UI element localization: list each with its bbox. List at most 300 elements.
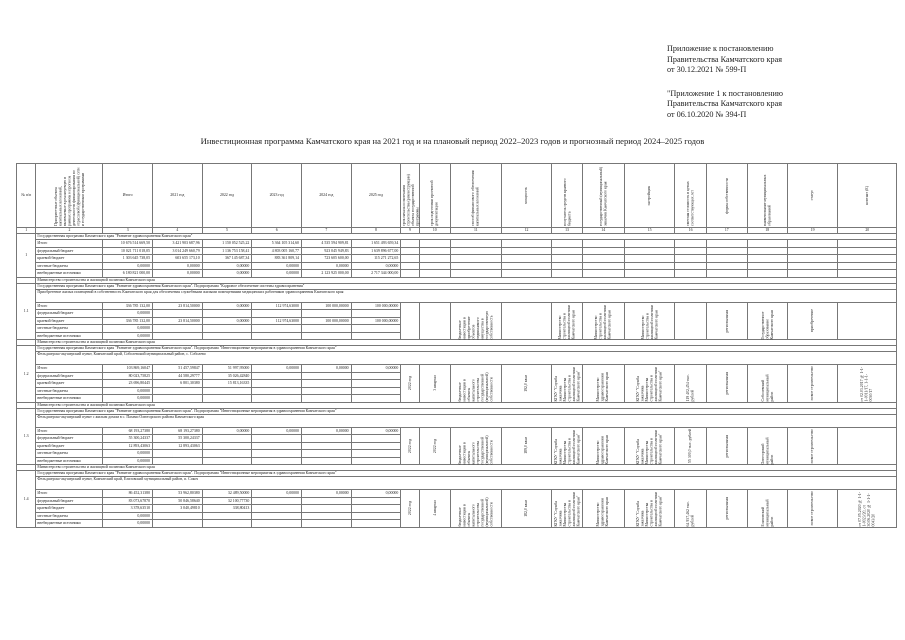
fin-value: 3 040,49810 (153, 505, 203, 513)
fin-value: 0,00000 (103, 512, 153, 520)
fin-value: 0,00000 (103, 310, 153, 318)
investment-program-table (16, 163, 897, 528)
table-row (17, 247, 897, 255)
fin-label: внебюджетные источники (36, 520, 103, 528)
table-row (17, 352, 897, 365)
fin-value: 338,80413 (202, 505, 252, 513)
project-attribute (582, 302, 624, 340)
column-header-text: срок начала и окончания строительства (реконструкции) объекта государственной программы (402, 173, 420, 226)
column-number: 10 (419, 228, 450, 234)
fin-value: 103 869,16047 (103, 365, 153, 373)
column-header (552, 164, 582, 228)
empty-cell (624, 270, 675, 278)
fin-value: 0,00000 (252, 365, 302, 373)
table-row (17, 365, 897, 373)
project-attribute-text: 189,0 кв.м (524, 437, 529, 455)
empty-cell (706, 270, 747, 278)
fin-value (301, 380, 351, 388)
fin-value (301, 442, 351, 450)
empty-cell (501, 255, 552, 263)
empty-cell (582, 255, 624, 263)
fin-value (252, 457, 302, 465)
column-header (747, 164, 787, 228)
fin-value (301, 450, 351, 458)
fin-value: 83 073,67870 (103, 497, 153, 505)
fin-value (301, 372, 351, 380)
fin-value: 32 100,77730 (202, 497, 252, 505)
fin-value: 100 000,00000 (351, 302, 401, 310)
fin-value (301, 497, 351, 505)
project-attribute-text: 192,0 кв.м (524, 374, 529, 392)
fin-value: 10 676 514 669,50 (103, 240, 153, 248)
fin-value (351, 325, 401, 333)
fin-value: 4 803 005 160,77 (252, 247, 302, 255)
column-number: 20 (838, 228, 897, 234)
project-attribute-text: Олюторский муниципальный район (760, 436, 774, 464)
fin-label: Итого (36, 302, 103, 310)
empty-cell (419, 270, 450, 278)
table-header-row (17, 164, 897, 228)
fin-value (252, 395, 302, 403)
empty-cell (419, 262, 450, 270)
fin-value (153, 512, 203, 520)
fin-value (301, 387, 351, 395)
fin-value (301, 332, 351, 340)
fin-value: 0,00000 (103, 457, 153, 465)
section-text: Министерство строительства и жилищной политики Камчатского края (36, 402, 897, 408)
fin-value: 100 000,00000 (301, 317, 351, 325)
column-header (419, 164, 450, 228)
fin-value (351, 505, 401, 513)
fin-value: 23 696,80445 (103, 380, 153, 388)
project-attribute (747, 490, 787, 528)
column-number: 8 (351, 228, 401, 234)
project-attribute-text: Министерство здравоохранения Камчатского края (596, 434, 610, 464)
column-header-text: получатель средств краевого бюджета (562, 177, 572, 226)
project-attribute-text: КГКУ "Служба заказчика Министерства строительства и жилищной политики Камчатского края" (553, 366, 581, 402)
project-attribute (787, 302, 838, 340)
fin-value (351, 435, 401, 443)
fin-value (301, 512, 351, 520)
project-attribute (552, 427, 582, 465)
fin-value (252, 450, 302, 458)
project-attribute-text: 2022 год (407, 376, 412, 391)
section-text: Министерство строительства и жилищной политики Камчатского края (36, 340, 897, 346)
fin-value (252, 372, 302, 380)
empty-cell (401, 262, 419, 270)
empty-cell (582, 240, 624, 248)
column-header (501, 164, 552, 228)
project-attribute-text: Государственное образование Камчатского края (760, 309, 774, 339)
project-attribute-text: КГКУ "Служба заказчика Министерства строительства и жилищной политики Камчатского края" (636, 429, 663, 464)
table-row (17, 255, 897, 263)
column-number: 17 (706, 228, 747, 234)
fin-value (202, 457, 252, 465)
fin-value (351, 395, 401, 403)
project-attribute (501, 490, 552, 528)
project-attribute (747, 302, 787, 340)
project-attribute (419, 427, 450, 465)
table-row (17, 414, 897, 427)
empty-cell (401, 270, 419, 278)
empty-cell (552, 255, 582, 263)
fin-value (202, 512, 252, 520)
fin-value: 0,00000 (103, 520, 153, 528)
fin-label: местные бюджеты (36, 387, 103, 395)
project-attribute (401, 365, 419, 403)
fin-value: 2 123 925 000,00 (301, 270, 351, 278)
fin-value: 0,00000 (103, 262, 153, 270)
fin-value (252, 325, 302, 333)
fin-value (202, 310, 252, 318)
table-row (17, 262, 897, 270)
empty-cell (747, 262, 787, 270)
fin-value (153, 457, 203, 465)
fin-value: 0,00000 (103, 395, 153, 403)
empty-cell (582, 270, 624, 278)
empty-cell (747, 240, 787, 248)
fin-value: 0,00000 (103, 387, 153, 395)
project-attribute (450, 302, 501, 340)
fin-value: 55 300,24337 (103, 435, 153, 443)
table-row (17, 270, 897, 278)
fin-value (153, 325, 203, 333)
project-attribute-text: региональная (724, 434, 729, 457)
empty-cell (747, 270, 787, 278)
column-header (838, 164, 897, 228)
fin-value: 6 801,30380 (153, 380, 203, 388)
fin-value: 0,00000 (301, 427, 351, 435)
fin-value: 44 580,29777 (153, 372, 203, 380)
column-number: 2 (36, 228, 103, 234)
table-row (17, 490, 897, 498)
section-text: Приобретение жилых помещений в собственность Камчатского края для обеспечения служебными жилыми помещениями медицинских работников здравоохранения Камчатского края (36, 289, 897, 302)
column-header: Итого (103, 164, 153, 228)
project-attribute-text: региональная (724, 309, 729, 332)
empty-cell (706, 262, 747, 270)
column-header (401, 164, 419, 228)
project-attribute (675, 365, 706, 403)
project-attribute-text: КГКУ "Служба заказчика Министерства строительства и жилищной политики Камчатского края" (553, 429, 581, 464)
project-attribute-text: 119 402,454 тыс. рублей (686, 374, 695, 402)
fin-value: 1 639 896 677,00 (351, 247, 401, 255)
fin-value: 1 136 753 158,41 (202, 247, 252, 255)
fin-value (301, 310, 351, 318)
fin-value: 0,00000 (252, 490, 302, 498)
fin-value (252, 520, 302, 528)
empty-cell (624, 262, 675, 270)
column-header-text: государственный (муниципальный) заказчик Камчатского края (598, 166, 608, 226)
fin-value: 23 814,50000 (153, 317, 203, 325)
fin-label: внебюджетные источники (36, 395, 103, 403)
project-attribute-text: региональная (724, 372, 729, 395)
empty-cell (675, 270, 706, 278)
column-number: 16 (675, 228, 706, 234)
fin-value (301, 395, 351, 403)
project-attribute-text: бюджетные инвестиции в объекты капитального строительства государственной (муниципальной) собственности (457, 497, 494, 527)
project-attribute-text: от 02.03.2017 № 1-1-1-0011/17, 1-1-1-0030/17 (860, 366, 874, 402)
fin-value: 100 000,00000 (351, 317, 401, 325)
column-number: 3 (103, 228, 153, 234)
fin-value (301, 435, 351, 443)
fin-value: 0,00000 (351, 490, 401, 498)
empty-cell (787, 262, 838, 270)
empty-cell (838, 240, 897, 248)
project-attribute (501, 302, 552, 340)
project-attribute-text: Елизовский муниципальный район (760, 499, 774, 527)
section-text: Государственная программа Камчатского края "Развитие здравоохранения Камчатского края". Подпрограмма "Инвестиционные мероприятия в здравоохранении Камчатского края" (36, 346, 897, 352)
project-attribute-text: 2022 год (407, 501, 412, 516)
empty-cell (419, 240, 450, 248)
fin-value: 336 785 132,00 (103, 302, 153, 310)
fin-value (351, 442, 401, 450)
fin-value: 367 145 687,34 (202, 255, 252, 263)
project-attribute-text: Министерство строительства и жилищной политики Камчатского края (640, 304, 659, 339)
table-row (17, 427, 897, 435)
fin-value (153, 332, 203, 340)
empty-cell (582, 262, 624, 270)
fin-value: 12 893,43063 (103, 442, 153, 450)
column-header: 2022 год (202, 164, 252, 228)
empty-cell (675, 247, 706, 255)
empty-cell (450, 270, 501, 278)
section-text: Фельдшерско-акушерский пункт с жилым домом в с. Пахачи Олюторского района Камчатского края (36, 414, 897, 427)
project-attribute (747, 365, 787, 403)
project-attribute (675, 490, 706, 528)
column-number: 6 (252, 228, 302, 234)
column-header-text: мощность (524, 187, 529, 204)
column-header (706, 164, 747, 228)
column-number: 18 (747, 228, 787, 234)
project-attribute (706, 427, 747, 465)
fin-value: 0,00000 (252, 262, 302, 270)
project-attribute (450, 427, 501, 465)
column-number: 1 (17, 228, 36, 234)
project-attribute (787, 490, 838, 528)
empty-cell (624, 240, 675, 248)
column-number: 13 (552, 228, 582, 234)
empty-cell (450, 240, 501, 248)
fin-label: федеральный бюджет (36, 497, 103, 505)
fin-value (153, 395, 203, 403)
header-annex-previous: "Приложение 1 к постановлению Правительства Камчатского края от 06.10.2020 № 394-П (667, 88, 783, 119)
table-row (17, 477, 897, 490)
table-row (17, 302, 897, 310)
project-attribute-text: 2022 год (432, 438, 437, 453)
fin-value (351, 332, 401, 340)
fin-value: 0,00000 (202, 317, 252, 325)
fin-value: 35 026,42840 (202, 372, 252, 380)
column-header-text: способ финансового обеспечения капитальных вложений (471, 169, 480, 226)
fin-value: 53 962,80380 (153, 490, 203, 498)
column-header-text: Приоритетные объекты капитальных вложений, включаемые в реализуемую в рамках программы и прогноза деятельности финансирования по отраслевой (функциональной) сети и государственным программам (53, 167, 85, 226)
fin-value (202, 435, 252, 443)
empty-cell (838, 247, 897, 255)
column-number: 7 (301, 228, 351, 234)
fin-value: 336 785 132,00 (103, 317, 153, 325)
project-attribute (706, 302, 747, 340)
project-attribute-text: 64 937,462 тыс. рублей (686, 501, 695, 527)
empty-cell (582, 247, 624, 255)
fin-value (252, 442, 302, 450)
section-text: Государственная программа Камчатского края "Развитие здравоохранения Камчатского края". Подпрограмма "Инвестиционные мероприятия в здравоохранении Камчатского края" (36, 408, 897, 414)
fin-value: 6 180 821 000,00 (103, 270, 153, 278)
fin-label: федеральный бюджет (36, 310, 103, 318)
fin-label: федеральный бюджет (36, 435, 103, 443)
column-header-text: форма собственности (724, 177, 729, 214)
fin-value: 4 535 594 909,81 (301, 240, 351, 248)
project-attribute-text: 2022 год (407, 438, 412, 453)
project-attribute (501, 427, 552, 465)
fin-value: 0,00000 (202, 302, 252, 310)
empty-cell (552, 262, 582, 270)
project-attribute-text: Министерство строительства и жилищной политики Камчатского края (558, 304, 576, 339)
fin-label: Итого (36, 365, 103, 373)
fin-value: 51 997,95000 (202, 365, 252, 373)
column-header-text: сметная стоимость в ценах соответствующих лет (686, 180, 695, 226)
empty-cell (419, 247, 450, 255)
project-attribute-text: региональная (724, 497, 729, 520)
column-header-text: контакт (Е) (864, 186, 869, 205)
project-attribute-text: бюджетные инвестиции в приобретение объектов недвижимого имущества в государственную собственность (457, 310, 494, 339)
section-text: Фельдшерско-акушерский пункт, Камчатский край, Елизовский муниципальный район, п. Сокоч (36, 477, 897, 490)
header-block (667, 44, 783, 134)
project-attribute (401, 427, 419, 465)
empty-cell (675, 262, 706, 270)
column-number: 19 (787, 228, 838, 234)
fin-value (351, 512, 401, 520)
fin-label: краевой бюджет (36, 505, 103, 513)
empty-cell (501, 270, 552, 278)
fin-value (202, 395, 252, 403)
row-number: 1.2 (17, 346, 36, 403)
fin-value (252, 505, 302, 513)
fin-value: 5 364 105 314,60 (252, 240, 302, 248)
fin-value: 0,00000 (351, 262, 401, 270)
fin-label: краевой бюджет (36, 380, 103, 388)
project-attribute (450, 365, 501, 403)
column-number: 11 (450, 228, 501, 234)
fin-value: 0,00000 (351, 427, 401, 435)
fin-value: 50 846,58640 (153, 497, 203, 505)
project-attribute (787, 427, 838, 465)
row-number: 1.1 (17, 283, 36, 340)
project-attribute (838, 365, 897, 403)
fin-value: 0,00000 (301, 262, 351, 270)
empty-cell (787, 270, 838, 278)
section-text: Фельдшерско-акушерский пункт, Камчатский край, Соболевский муниципальный район, с. Соболево (36, 352, 897, 365)
fin-value (301, 457, 351, 465)
fin-value (351, 520, 401, 528)
empty-cell (838, 270, 897, 278)
column-number: 5 (202, 228, 252, 234)
project-attribute (582, 427, 624, 465)
project-attribute-text: КГКУ "Служба заказчика Министерства строительства и жилищной политики Камчатского края" (553, 491, 581, 527)
column-header-text: наименование муниципальных образований (762, 174, 772, 226)
fin-value: 0,00000 (252, 270, 302, 278)
fin-value: 1 303 645 738,05 (103, 255, 153, 263)
project-attribute-text: Министерство здравоохранения Камчатского края (596, 497, 610, 527)
project-attribute-text: Соболевский муниципальный район (760, 374, 774, 402)
column-header-text: срок подготовки проектной документации (430, 179, 439, 226)
empty-cell (501, 262, 552, 270)
fin-value: 51 457,59847 (153, 365, 203, 373)
column-header: № п/п (17, 164, 36, 228)
empty-cell (838, 255, 897, 263)
document-title: Инвестиционная программа Камчатского края на 2021 год и на плановый период 2022–2023 годов и прогнозный период 2024–2025 годов (200, 136, 705, 146)
project-attribute-text: от 07.05.2020 № 1-1-1-0023/20, от 30.06.2020 № 1-1-1-0043/20 (858, 491, 876, 527)
project-attribute (838, 490, 897, 528)
project-attribute (419, 302, 450, 340)
project-attribute-text: КГКУ "Служба заказчика Министерства строительства и жилищной политики Камчатского края" (636, 491, 663, 527)
fin-value (202, 332, 252, 340)
fin-value (252, 380, 302, 388)
project-attribute-text: КГКУ "Служба заказчика Министерства строительства и жилищной политики Камчатского края" (636, 366, 663, 402)
column-header-text: застройщик (647, 185, 652, 206)
empty-cell (787, 240, 838, 248)
fin-value: 80 023,75825 (103, 372, 153, 380)
empty-cell (419, 255, 450, 263)
empty-cell (838, 262, 897, 270)
project-attribute-text: новое строительство (810, 366, 815, 401)
fin-value: 112 974,63000 (252, 302, 302, 310)
fin-label: федеральный бюджет (36, 372, 103, 380)
column-header: 2023 год (252, 164, 302, 228)
fin-value: 0,00000 (351, 365, 401, 373)
fin-value: 12 893,43063 (153, 442, 203, 450)
fin-label: краевой бюджет (36, 317, 103, 325)
fin-label: федеральный бюджет (36, 247, 103, 255)
fin-value (252, 512, 302, 520)
project-attribute-text: новое строительство (810, 491, 815, 526)
fin-value (153, 310, 203, 318)
project-attribute (552, 302, 582, 340)
project-attribute (787, 365, 838, 403)
fin-value: 2 717 344 000,00 (351, 270, 401, 278)
section-text: Министерство строительства и жилищной политики Камчатского края (36, 277, 897, 283)
project-attribute (624, 427, 675, 465)
empty-cell (624, 247, 675, 255)
project-attribute (838, 302, 897, 340)
project-attribute-text: 182,0 кв.м (524, 499, 529, 517)
empty-cell (706, 240, 747, 248)
column-header (675, 164, 706, 228)
fin-value (351, 387, 401, 395)
column-header-text: статус (810, 190, 815, 201)
fin-value: 0,00000 (103, 450, 153, 458)
header-annex-current: Приложение к постановлению Правительства Камчатского края от 30.12.2021 № 599-П (667, 44, 783, 75)
fin-label: Итого (36, 490, 103, 498)
fin-value: 0,00000 (202, 270, 252, 278)
fin-value: 112 974,63000 (252, 317, 302, 325)
project-attribute (838, 427, 897, 465)
empty-cell (552, 247, 582, 255)
project-attribute-text: Министерство здравоохранения Камчатского края (596, 372, 610, 402)
column-header: 2021 год (153, 164, 203, 228)
project-attribute (401, 302, 419, 340)
fin-value (252, 497, 302, 505)
fin-value (252, 387, 302, 395)
project-attribute (675, 302, 706, 340)
empty-cell (401, 255, 419, 263)
fin-label: местные бюджеты (36, 325, 103, 333)
section-text: Государственная программа Камчатского края "Развитие здравоохранения Камчатского края". Подпрограмма "Инвестиционные мероприятия в здравоохранении Камчатского края" (36, 471, 897, 477)
fin-value (351, 372, 401, 380)
column-number: 15 (624, 228, 675, 234)
column-header (624, 164, 675, 228)
empty-cell (706, 255, 747, 263)
project-attribute (624, 302, 675, 340)
